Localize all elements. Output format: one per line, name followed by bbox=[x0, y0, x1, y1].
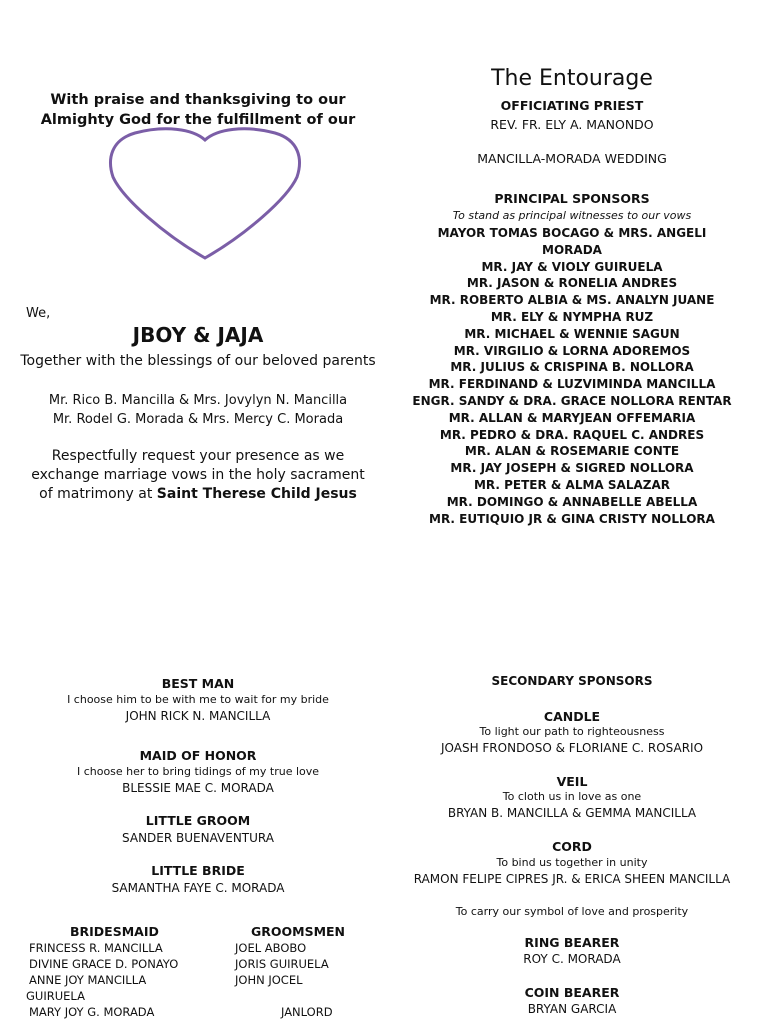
principal-sponsor: MR. JULIUS & CRISPINA B. NOLLORA bbox=[450, 360, 694, 375]
couple-names: JBOY & JAJA bbox=[132, 323, 264, 347]
veil-heading: VEIL bbox=[556, 774, 588, 789]
parent-bride: Mr. Rodel G. Morada & Mrs. Mercy C. Morada bbox=[52, 412, 344, 427]
bridesmaid-name: ANNE JOY MANCILLA bbox=[29, 973, 147, 987]
little-groom-heading: LITTLE GROOM bbox=[145, 813, 251, 828]
groomsman-name: JOHN JOCEL bbox=[235, 973, 303, 987]
request-text bbox=[20, 447, 376, 504]
principal-sponsor: MR. ALAN & ROSEMARIE CONTE bbox=[464, 444, 680, 459]
entourage-title: The Entourage bbox=[491, 66, 653, 91]
candle-names: JOASH FRONDOSO & FLORIANE C. ROSARIO bbox=[440, 741, 704, 755]
principal-sponsor: MR. JASON & RONELIA ANDRES bbox=[466, 276, 678, 291]
principal-sponsors-list bbox=[390, 225, 754, 527]
coin-bearer-heading: COIN BEARER bbox=[524, 985, 620, 1000]
request-line-2: exchange marriage vows in the holy sacrament bbox=[31, 467, 365, 483]
groomsman-extra: JANLORD bbox=[281, 1005, 333, 1019]
praise-text bbox=[20, 90, 376, 130]
groomsmen-heading: GROOMSMEN bbox=[251, 924, 346, 939]
principal-sponsor: MR. DOMINGO & ANNABELLE ABELLA bbox=[446, 494, 698, 509]
maid-name: BLESSIE MAE C. MORADA bbox=[122, 781, 274, 795]
veil-names: BRYAN B. MANCILLA & GEMMA MANCILLA bbox=[447, 806, 697, 820]
secondary-heading: SECONDARY SPONSORS bbox=[491, 674, 653, 688]
ring-bearer-heading: RING BEARER bbox=[524, 935, 620, 950]
principal-heading: PRINCIPAL SPONSORS bbox=[494, 191, 650, 206]
principal-sponsor: MR. PEDRO & DRA. RAQUEL C. ANDRES bbox=[439, 427, 705, 442]
bridesmaid-name: MARY JOY G. MORADA bbox=[29, 1005, 155, 1019]
principal-sponsor: MR. VIRGILIO & LORNA ADOREMOS bbox=[453, 343, 691, 358]
praise-line-2: Almighty God for the fulfillment of our bbox=[40, 112, 356, 128]
blessings-text: Together with the blessings of our beloved parents bbox=[20, 353, 376, 369]
little-groom-name: SANDER BUENAVENTURA bbox=[122, 831, 274, 845]
bridesmaid-heading: BRIDESMAID bbox=[70, 924, 159, 939]
maid-subtitle: I choose her to bring tidings of my true love bbox=[76, 765, 320, 778]
principal-sponsor: MR. PETER & ALMA SALAZAR bbox=[473, 477, 670, 492]
ring-bearer-name: ROY C. MORADA bbox=[523, 952, 621, 966]
candle-heading: CANDLE bbox=[543, 709, 601, 724]
cord-subtitle: To bind us together in unity bbox=[496, 856, 648, 869]
bridesmaid-name: FRINCESS R. MANCILLA bbox=[29, 941, 163, 955]
request-prefix: of matrimony at bbox=[39, 486, 157, 502]
best-man-subtitle: I choose him to be with me to wait for my bride bbox=[67, 693, 329, 706]
candle-subtitle: To light our path to righteousness bbox=[479, 725, 665, 738]
principal-sponsor: MR. FERDINAND & LUZVIMINDA MANCILLA bbox=[428, 377, 716, 392]
symbol-line: To carry our symbol of love and prosperity bbox=[455, 905, 689, 918]
bridesmaid-list bbox=[26, 940, 178, 1020]
principal-sponsor: MR. JAY & VIOLY GUIRUELA bbox=[481, 259, 663, 274]
groomsman-name: JORIS GUIRUELA bbox=[235, 957, 329, 971]
groomsman-name: JOEL ABOBO bbox=[235, 941, 307, 955]
best-man-name: JOHN RICK N. MANCILLA bbox=[125, 709, 271, 723]
praise-line-1: With praise and thanksgiving to our bbox=[50, 92, 346, 108]
we-text: We, bbox=[26, 306, 51, 321]
maid-heading: MAID OF HONOR bbox=[139, 748, 257, 763]
coin-bearer-name: BRYAN GARCIA bbox=[527, 1002, 617, 1016]
parents-list bbox=[20, 391, 376, 429]
principal-sponsor: MR. MICHAEL & WENNIE SAGUN bbox=[464, 326, 680, 341]
principal-sponsor: ENGR. SANDY & DRA. GRACE NOLLORA RENTAR bbox=[412, 393, 732, 408]
request-line-1: Respectfully request your presence as we bbox=[51, 448, 345, 464]
request-line-3 bbox=[20, 485, 376, 504]
veil-subtitle: To cloth us in love as one bbox=[502, 790, 642, 803]
best-man-heading: BEST MAN bbox=[161, 676, 235, 691]
cord-names: RAMON FELIPE CIPRES JR. & ERICA SHEEN MANCILLA bbox=[413, 872, 731, 886]
principal-sponsor: MR. JAY JOSEPH & SIGRED NOLLORA bbox=[450, 461, 694, 476]
little-bride-heading: LITTLE BRIDE bbox=[151, 863, 245, 878]
officiating-heading: OFFICIATING PRIEST bbox=[500, 98, 644, 113]
principal-sponsor: MR. ELY & NYMPHA RUZ bbox=[490, 309, 654, 324]
principal-sponsor: MR. ALLAN & MARYJEAN OFFEMARIA bbox=[448, 410, 696, 425]
venue: Saint Therese Child Jesus bbox=[156, 486, 357, 502]
parent-groom: Mr. Rico B. Mancilla & Mrs. Jovylyn N. Mancilla bbox=[48, 393, 348, 408]
groomsmen-list bbox=[235, 940, 329, 988]
little-bride-name: SAMANTHA FAYE C. MORADA bbox=[111, 881, 285, 895]
priest-name: REV. FR. ELY A. MANONDO bbox=[490, 117, 654, 132]
cord-heading: CORD bbox=[552, 839, 592, 854]
principal-sponsor: MR. EUTIQUIO JR & GINA CRISTY NOLLORA bbox=[429, 511, 715, 526]
bridesmaid-name: GUIRUELA bbox=[26, 989, 85, 1003]
principal-sponsor: MAYOR TOMAS BOCAGO & MRS. ANGELI MORADA bbox=[437, 226, 707, 257]
heart-outline bbox=[111, 129, 300, 258]
bridesmaid-name: DIVINE GRACE D. PONAYO bbox=[29, 957, 179, 971]
principal-subtitle: To stand as principal witnesses to our vows bbox=[452, 209, 692, 222]
wedding-name: MANCILLA-MORADA WEDDING bbox=[477, 151, 667, 166]
heart-icon bbox=[105, 127, 305, 262]
principal-sponsor: MR. ROBERTO ALBIA & MS. ANALYN JUANE bbox=[429, 293, 715, 308]
